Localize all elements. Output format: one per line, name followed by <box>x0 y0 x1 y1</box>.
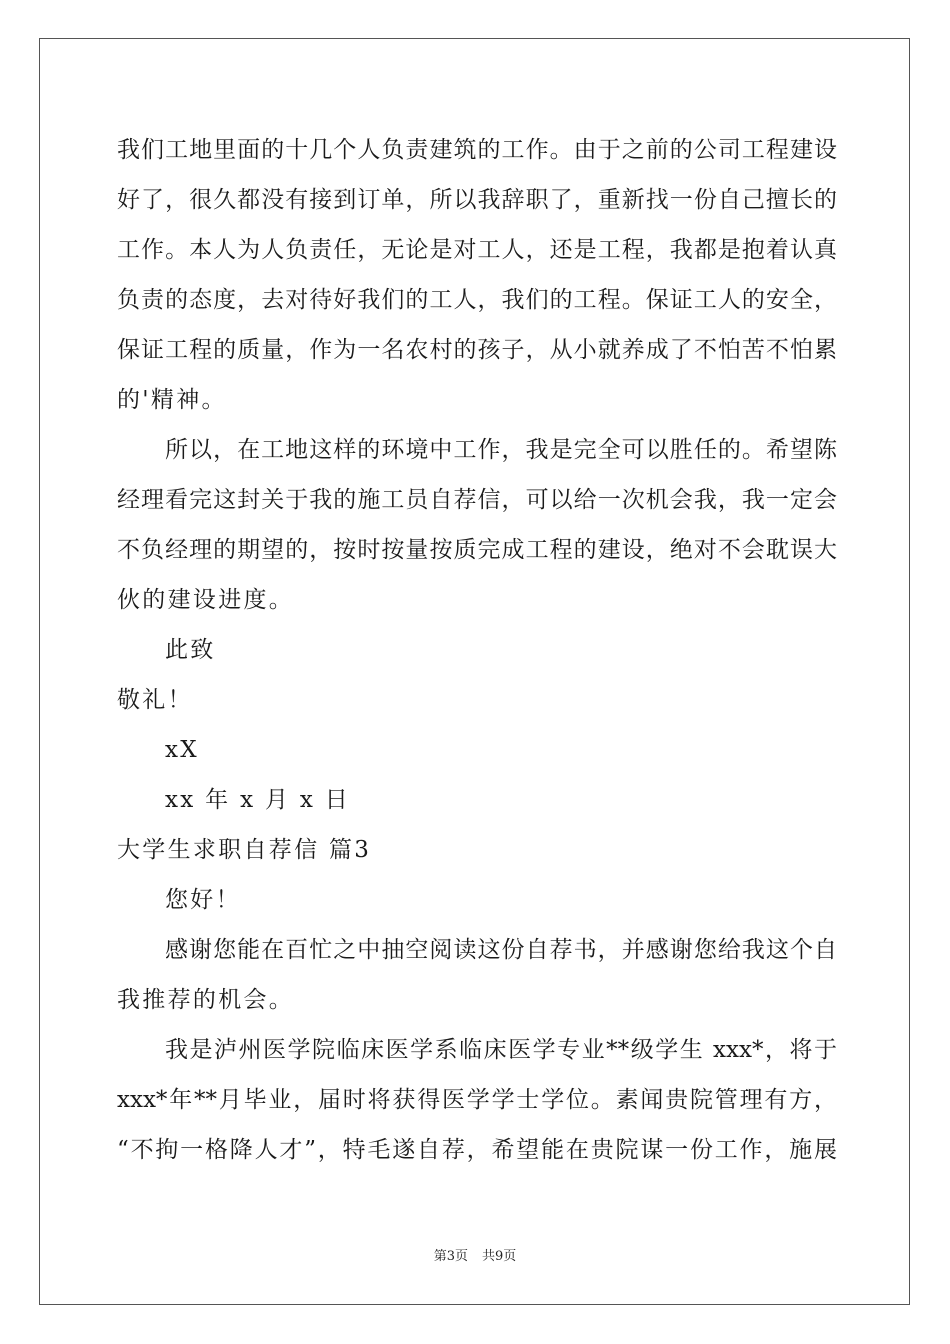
closing-salutation: 此致 <box>165 637 216 663</box>
greeting: 您好！ <box>165 887 241 913</box>
section-title: 大学生求职自荐信 篇3 <box>117 837 372 863</box>
page-number: 第3页 <box>433 1249 468 1264</box>
paragraph-line: 保证工程的质量，作为一名农村的孩子，从小就养成了不怕苦不怕累 <box>117 337 837 363</box>
paragraph-line: 我推荐的机会。 <box>117 987 295 1013</box>
paragraph-line: 不负经理的期望的，按时按量按质完成工程的建设，绝对不会耽误大 <box>117 537 837 563</box>
paragraph-line: 感谢您能在百忙之中抽空阅读这份自荐书，并感谢您给我这个自 <box>165 937 837 963</box>
paragraph-line: xxx*年**月毕业，届时将获得医学学士学位。素闻贵院管理有方， <box>117 1087 837 1113</box>
paragraph-line: 工作。本人为人负责任，无论是对工人，还是工程，我都是抱着认真 <box>117 237 837 263</box>
paragraph-line: 负责的态度，去对待好我们的工人，我们的工程。保证工人的安全， <box>117 287 837 313</box>
signature-date: xx 年 x 月 x 日 <box>165 787 351 813</box>
paragraph-line: 我们工地里面的十几个人负责建筑的工作。由于之前的公司工程建设 <box>117 137 837 163</box>
signature-name: xX <box>165 737 199 763</box>
paragraph-line: “不拘一格降人才”，特毛遂自荐，希望能在贵院谋一份工作，施展 <box>117 1137 837 1163</box>
closing-respect: 敬礼！ <box>117 687 193 713</box>
paragraph-line: 所以，在工地这样的环境中工作，我是完全可以胜任的。希望陈 <box>165 437 837 463</box>
page-footer <box>0 1245 950 1264</box>
paragraph-line: 经理看完这封关于我的施工员自荐信，可以给一次机会我，我一定会 <box>117 487 837 513</box>
document-body <box>117 125 837 1175</box>
paragraph-line: 好了，很久都没有接到订单，所以我辞职了，重新找一份自己擅长的 <box>117 187 837 213</box>
paragraph-line: 的'精神。 <box>117 387 227 413</box>
paragraph-line: 我是泸州医学院临床医学系临床医学专业**级学生 xxx*，将于 <box>165 1037 837 1063</box>
page-total: 共9页 <box>482 1249 517 1264</box>
paragraph-line: 伙的建设进度。 <box>117 587 295 613</box>
